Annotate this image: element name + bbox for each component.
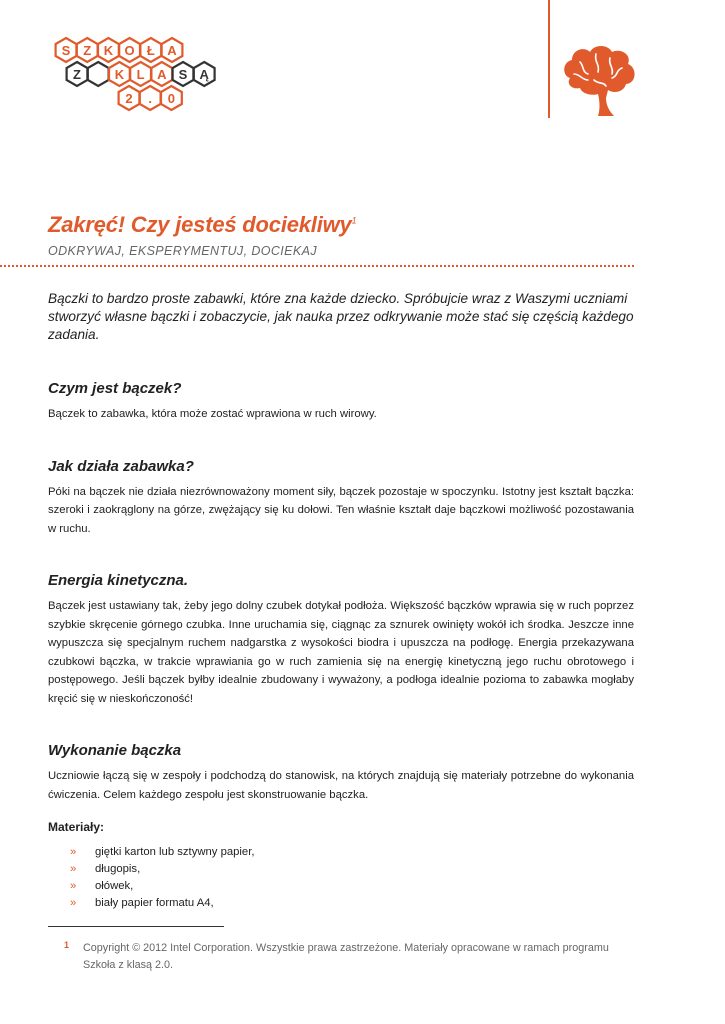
main-content (48, 290, 634, 912)
footnote (64, 940, 639, 974)
logo-letter: A (167, 43, 177, 58)
logo-letter: K (103, 43, 114, 58)
footnote-number: 1 (64, 940, 70, 950)
section-text-kinetic-energy: Bączek jest ustawiany tak, żeby jego dolny czubek dotykał podłoża. Większość bączków wprawia się w ruch poprzez szybkie skręcenie górnego czubka. Inne uruchamia się, ciągnąc za sznurek owinięty wokół ich środka. Jeszcze inne wypuszcza się specjalnym ruchem nadgarstka z wysokości biodra i upuszcza na podłogę. Energia przekazywana czubkowi bączka, w trakcie wprawiania go w ruch zamienia się na energię kinetyczną jego ruchu obrotowego i postępowego. Jeśli bączek byłby idealnie zbudowany i wyważony, a podłoga idealnie pozioma to zabawka mogłaby kręcić się w nieskończoność! (48, 600, 634, 705)
list-item: » giętki karton lub sztywny papier, (70, 844, 634, 861)
materials-list (48, 844, 634, 912)
section-heading-kinetic-energy: Energia kinetyczna. (48, 572, 189, 589)
logo-letter: K (114, 67, 125, 82)
logo-letter: O (124, 43, 135, 58)
logo-letter: Z (73, 67, 81, 82)
list-item: » ołówek, (70, 878, 634, 895)
bullet-icon: » (70, 897, 77, 909)
section-text-what-is: Bączek to zabawka, która może zostać wprawiona w ruch wirowy. (48, 408, 377, 420)
logo-letter: Z (83, 43, 92, 58)
intro-paragraph: Bączki to bardzo proste zabawki, które zna każde dziecko. Spróbujcie wraz z Waszymi uczniami stworzyć własne bączki i zobaczycie, jak nauka przez odkrywanie może stać się częścią każdego zadania. (48, 291, 634, 342)
section-heading-construction: Wykonanie bączka (48, 742, 182, 759)
list-item: » długopis, (70, 861, 634, 878)
header (48, 212, 648, 258)
bullet-icon: » (70, 880, 77, 892)
page-subtitle: ODKRYWAJ, EKSPERYMENTUJ, DOCIEKAJ (48, 244, 318, 258)
szkola-z-klasa-logo (46, 36, 256, 120)
bullet-icon: » (70, 863, 77, 875)
logo-letter: L (136, 67, 145, 82)
section-heading-what-is: Czym jest bączek? (48, 380, 182, 397)
logo-letter: 0 (167, 91, 176, 106)
logo-hex-cell (88, 62, 109, 86)
materials-heading: Materiały: (48, 820, 105, 834)
header-divider-line (548, 0, 550, 118)
logo-letter: S (61, 43, 71, 58)
logo-letter: Ą (199, 67, 209, 82)
section-heading-how-it-works: Jak działa zabawka? (48, 457, 194, 475)
logo-letter: 2 (125, 91, 133, 106)
footnote-text: Copyright © 2012 Intel Corporation. Wszystkie prawa zastrzeżone. Materiały opracowane w ramach programu Szkoła z klasą 2.0. (83, 942, 609, 971)
page-title: Zakręć! Czy jesteś dociekliwy$^1$ (48, 212, 357, 237)
brain-icon (558, 40, 640, 120)
section-text-how-it-works: Póki na bączek nie działa niezrównoważony moment siły, bączek pozostaje w spoczynku. Istotny jest kształt bączka: szeroki i zaokrąglony na górze, zwężający się ku dołowi. Ten właśnie kształt daje bączkowi możliwość pozostawania w ruchu. (48, 485, 634, 535)
title-footnote-marker: 1 (351, 215, 357, 226)
dotted-divider (0, 265, 634, 267)
footnote-separator (48, 926, 224, 927)
logo-letter: . (148, 91, 153, 106)
logo-letter: S (178, 67, 188, 82)
section-text-construction: Uczniowie łączą się w zespoły i podchodzą do stanowisk, na których znajdują się materiały potrzebne do wykonania ćwiczenia. Celem każdego zespołu jest skonstruowanie bączka. (48, 770, 634, 801)
bullet-icon: » (70, 846, 77, 858)
list-item: » biały papier formatu A4, (70, 895, 634, 912)
logo-letter: Ł (146, 43, 155, 58)
logo-letter: A (157, 67, 167, 82)
